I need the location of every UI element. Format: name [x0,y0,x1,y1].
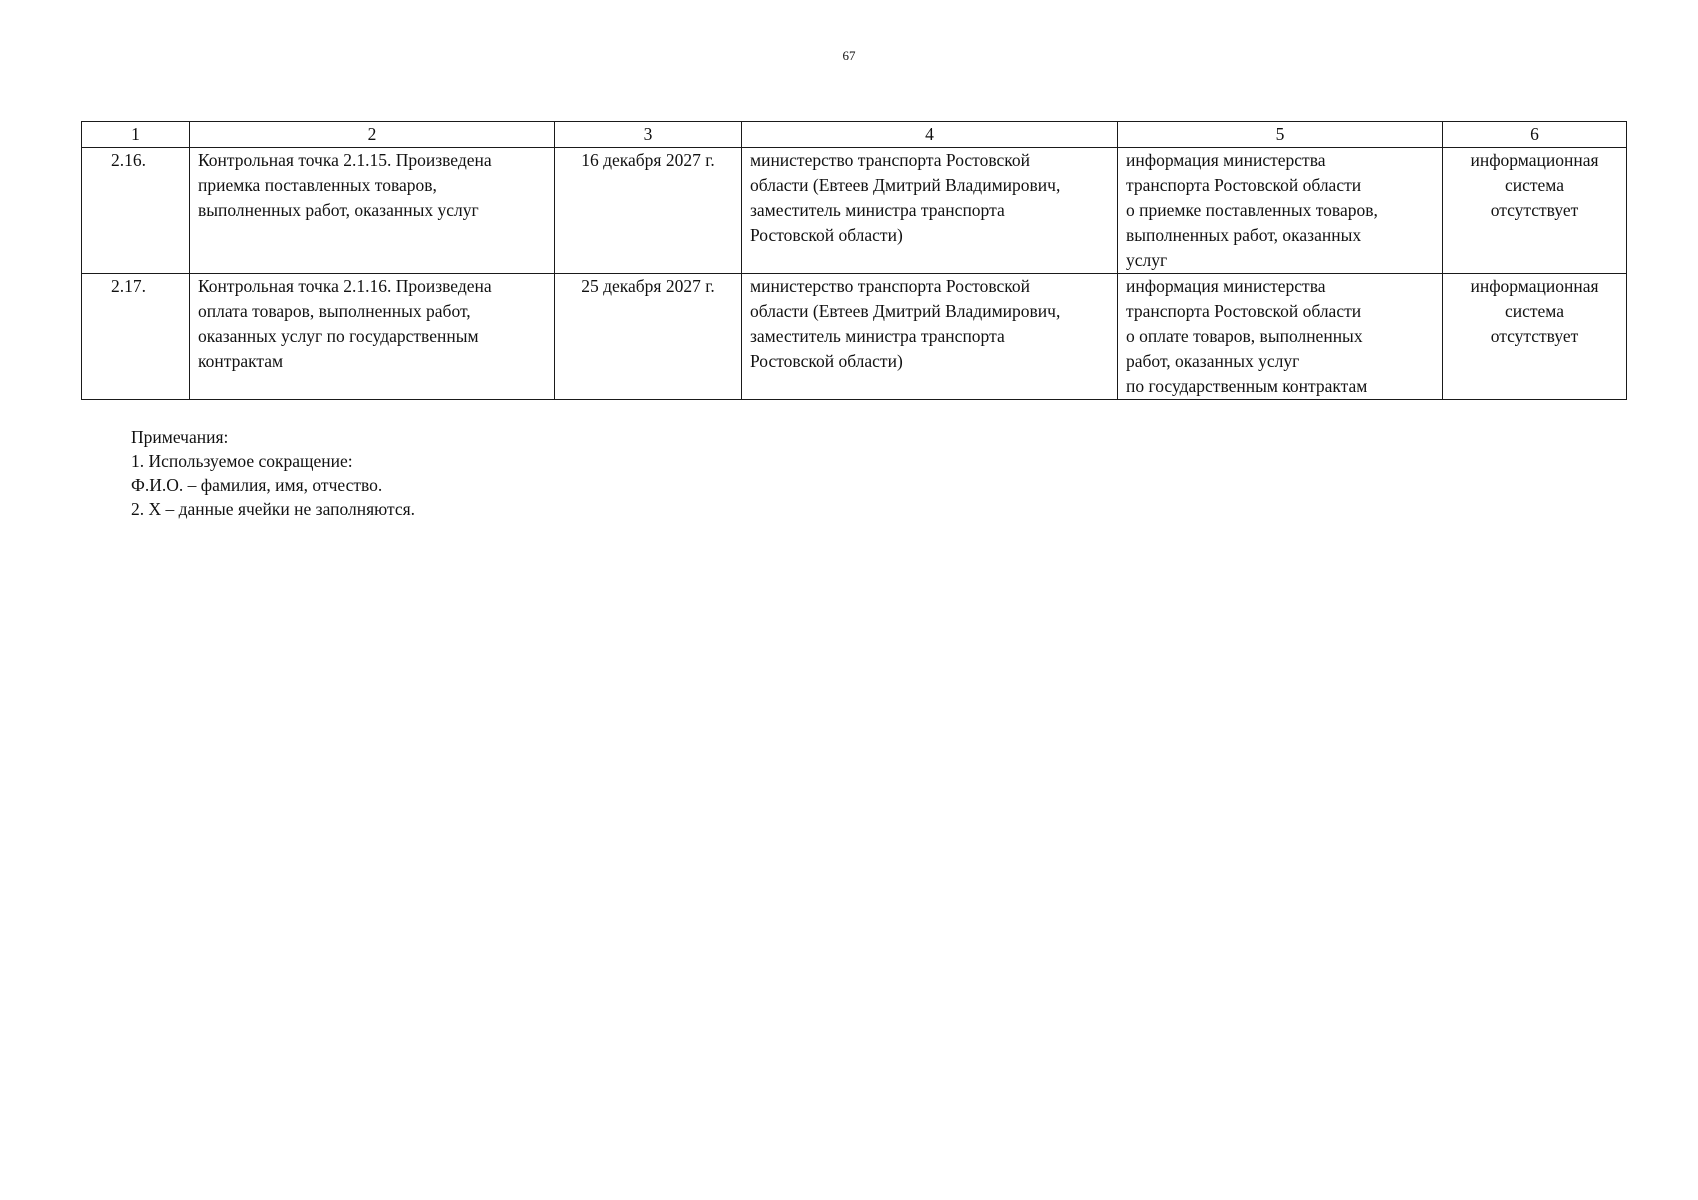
column-header: 3 [555,122,742,148]
notes-title: Примечания: [131,427,229,447]
cell-line: транспорта Ростовской области [1126,175,1362,195]
cell-line: отсутствует [1490,200,1579,220]
row-number-cell: 2.16. [82,148,190,274]
cell-line: министерство транспорта Ростовской [750,150,1031,170]
information-system-cell [1443,274,1627,400]
cell-line: области (Евтеев Дмитрий Владимирович, [750,175,1061,195]
note-item: 1. Используемое сокращение: [131,451,353,471]
document-cell [1118,274,1443,400]
column-header: 4 [742,122,1118,148]
column-header: 1 [82,122,190,148]
cell-line: заместитель министра транспорта [750,326,1005,346]
control-point-name-cell [190,148,555,274]
notes-section [131,425,415,521]
cell-line: контрактам [198,351,284,371]
cell-line: транспорта Ростовской области [1126,301,1362,321]
cell-line: Ростовской области) [750,351,903,371]
cell-line: работ, оказанных услуг [1126,351,1300,371]
information-system-cell [1443,148,1627,274]
cell-line: система [1504,175,1565,195]
responsible-cell [742,274,1118,400]
column-header: 2 [190,122,555,148]
responsible-cell [742,148,1118,274]
cell-line: оказанных услуг по государственным [198,326,479,346]
cell-line: услуг [1126,250,1168,270]
cell-line: заместитель министра транспорта [750,200,1005,220]
cell-line: информационная [1470,150,1599,170]
cell-line: Контрольная точка 2.1.16. Произведена [198,276,492,296]
cell-line: приемка поставленных товаров, [198,175,437,195]
cell-line: министерство транспорта Ростовской [750,276,1031,296]
table-row [82,148,1627,274]
control-points-table [81,121,1627,400]
note-item: Ф.И.О. – фамилия, имя, отчество. [131,475,383,495]
cell-line: о приемке поставленных товаров, [1126,200,1378,220]
document-cell [1118,148,1443,274]
cell-line: оплата товаров, выполненных работ, [198,301,471,321]
table-header-row [82,122,1627,148]
cell-line: Контрольная точка 2.1.15. Произведена [198,150,492,170]
date-cell: 25 декабря 2027 г. [555,274,742,400]
row-number-cell: 2.17. [82,274,190,400]
page-number: 67 [842,48,856,63]
cell-line: выполненных работ, оказанных [1126,225,1362,245]
cell-line: области (Евтеев Дмитрий Владимирович, [750,301,1061,321]
control-point-name-cell [190,274,555,400]
table-row [82,274,1627,400]
cell-line: Ростовской области) [750,225,903,245]
note-item: 2. Х – данные ячейки не заполняются. [131,499,416,519]
cell-line: система [1504,301,1565,321]
cell-line: о оплате товаров, выполненных [1126,326,1363,346]
cell-line: информационная [1470,276,1599,296]
cell-line: информация министерства [1126,276,1326,296]
cell-line: выполненных работ, оказанных услуг [198,200,479,220]
cell-line: информация министерства [1126,150,1326,170]
column-header: 6 [1443,122,1627,148]
column-header: 5 [1118,122,1443,148]
date-cell: 16 декабря 2027 г. [555,148,742,274]
cell-line: по государственным контрактам [1126,376,1368,396]
cell-line: отсутствует [1490,326,1579,346]
